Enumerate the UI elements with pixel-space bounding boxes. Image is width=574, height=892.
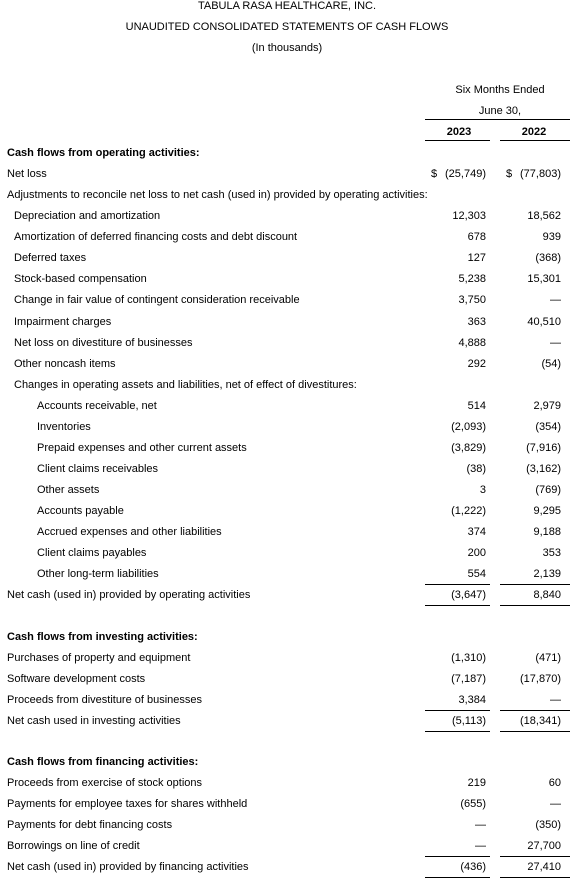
value-2022: — [550, 798, 561, 811]
table-row [0, 568, 574, 589]
table-row [0, 819, 574, 840]
period-header-rule [425, 119, 570, 120]
row-label: Impairment charges [14, 315, 112, 328]
table-row [0, 442, 574, 463]
subtotal-rule [425, 605, 490, 606]
table-row [0, 189, 574, 210]
value-2022: (3,162) [526, 463, 561, 476]
row-label: Net loss [7, 168, 47, 181]
row-label: Client claims payables [37, 547, 147, 560]
row-label: Accrued expenses and other liabilities [37, 526, 222, 539]
row-label: Net cash (used in) provided by financing activities [7, 861, 249, 874]
table-row [0, 168, 574, 189]
table-row [0, 421, 574, 442]
row-label: Purchases of property and equipment [7, 651, 191, 664]
value-2022: 8,840 [533, 589, 561, 602]
value-2023: 292 [467, 357, 486, 370]
table-row [0, 337, 574, 358]
row-label: Other assets [37, 484, 100, 497]
value-2023: 3 [479, 484, 486, 497]
value-2023: 514 [467, 399, 486, 412]
row-label: Net cash used in investing activities [7, 714, 181, 727]
table-row [0, 273, 574, 294]
row-label: Prepaid expenses and other current assets [37, 441, 247, 454]
total-row [0, 589, 574, 610]
table-row [0, 400, 574, 421]
subtotal-rule [425, 584, 490, 585]
row-label: Other noncash items [14, 357, 116, 370]
value-2023: (3,647) [451, 589, 486, 602]
row-label: Accounts receivable, net [37, 399, 157, 412]
value-2022: — [550, 336, 561, 349]
value-2023: 374 [467, 526, 486, 539]
value-2022: 60 [548, 776, 561, 789]
value-2022: 27,700 [527, 840, 561, 853]
table-row [0, 379, 574, 400]
value-2022: 15,301 [527, 273, 561, 286]
section-heading-row [0, 147, 574, 168]
value-2022: — [550, 294, 561, 307]
row-label: Adjustments to reconcile net loss to net cash (used in) provided by operating activities: [7, 189, 428, 202]
value-2022: — [550, 693, 561, 706]
row-label: Amortization of deferred financing costs and debt discount [14, 231, 298, 244]
value-2023: 3,384 [458, 693, 486, 706]
period-header-line1: Six Months Ended [455, 84, 545, 96]
year-2023-header: 2023 [446, 126, 472, 138]
value-2023: (38) [466, 463, 486, 476]
value-2022: (18,341) [520, 714, 561, 727]
table-row [0, 252, 574, 273]
value-2022: (17,870) [520, 672, 561, 685]
value-2023: (5,113) [451, 714, 486, 727]
row-label: Other long-term liabilities [37, 568, 159, 581]
value-2022: (368) [535, 252, 561, 265]
value-2022: 2,979 [533, 399, 561, 412]
currency-symbol: $ [506, 168, 513, 181]
year-2023-rule [425, 140, 490, 141]
row-label: Proceeds from divestiture of businesses [7, 693, 203, 706]
row-label: Change in fair value of contingent consideration receivable [14, 294, 300, 307]
table-row [0, 294, 574, 315]
table-row [0, 526, 574, 547]
units-note: (In thousands) [251, 42, 323, 54]
table-row [0, 694, 574, 715]
total-row [0, 861, 574, 882]
value-2023: (1,222) [451, 505, 486, 518]
row-label: Inventories [37, 420, 91, 433]
section-heading-row [0, 631, 574, 652]
table-row [0, 484, 574, 505]
subtotal-rule [500, 584, 570, 585]
table-row [0, 463, 574, 484]
table-row [0, 210, 574, 231]
value-2022: 2,139 [533, 568, 561, 581]
subtotal-rule [500, 731, 570, 732]
value-2022: 40,510 [527, 315, 561, 328]
value-2023: 554 [467, 568, 486, 581]
value-2022: (54) [541, 357, 561, 370]
subtotal-rule [500, 856, 570, 857]
value-2023: (436) [460, 861, 486, 874]
table-row [0, 316, 574, 337]
row-label: Cash flows from investing activities: [7, 630, 198, 643]
subtotal-rule [500, 710, 570, 711]
value-2022: (354) [535, 420, 561, 433]
value-2023: 219 [467, 776, 486, 789]
value-2023: (25,749) [445, 168, 486, 181]
row-label: Net cash (used in) provided by operating activities [7, 589, 251, 602]
value-2023: 12,303 [452, 210, 486, 223]
value-2022: (77,803) [520, 168, 561, 181]
row-label: Changes in operating assets and liabilities, net of effect of divestitures: [14, 378, 357, 391]
value-2023: 4,888 [458, 336, 486, 349]
value-2022: (7,916) [526, 441, 561, 454]
value-2022: 9,295 [533, 505, 561, 518]
period-header-line2: June 30, [478, 105, 522, 117]
value-2023: 5,238 [458, 273, 486, 286]
value-2022: (471) [535, 651, 561, 664]
table-row [0, 652, 574, 673]
statement-title: UNAUDITED CONSOLIDATED STATEMENTS OF CASH FLOWS [125, 21, 449, 33]
value-2022: 9,188 [533, 526, 561, 539]
value-2023: (2,093) [451, 420, 486, 433]
value-2022: 353 [542, 547, 561, 560]
value-2022: 27,410 [527, 861, 561, 874]
subtotal-rule [500, 877, 570, 878]
value-2023: 3,750 [458, 294, 486, 307]
table-row [0, 547, 574, 568]
year-2022-rule [500, 140, 570, 141]
company-name: TABULA RASA HEALTHCARE, INC. [197, 0, 377, 12]
row-label: Client claims receivables [37, 463, 159, 476]
value-2023: (3,829) [451, 441, 486, 454]
row-label: Cash flows from operating activities: [7, 147, 200, 159]
subtotal-rule [425, 731, 490, 732]
row-label: Depreciation and amortization [14, 210, 161, 223]
table-row [0, 777, 574, 798]
value-2023: (7,187) [451, 672, 486, 685]
value-2022: (350) [535, 819, 561, 832]
value-2023: 200 [467, 547, 486, 560]
row-label: Accounts payable [37, 505, 124, 518]
row-label: Deferred taxes [14, 252, 87, 265]
subtotal-rule [425, 710, 490, 711]
row-label: Payments for debt financing costs [7, 819, 173, 832]
row-label: Payments for employee taxes for shares withheld [7, 798, 248, 811]
row-label: Proceeds from exercise of stock options [7, 776, 203, 789]
row-label: Stock-based compensation [14, 273, 147, 286]
table-row [0, 840, 574, 861]
value-2023: — [475, 840, 486, 853]
table-row [0, 358, 574, 379]
year-2022-header: 2022 [521, 126, 547, 138]
value-2023: 363 [467, 315, 486, 328]
subtotal-rule [425, 856, 490, 857]
value-2023: 127 [467, 252, 486, 265]
value-2023: (655) [460, 798, 486, 811]
row-label: Net loss on divestiture of businesses [14, 336, 193, 349]
value-2022: 18,562 [527, 210, 561, 223]
total-row [0, 715, 574, 736]
section-heading-row [0, 756, 574, 777]
currency-symbol: $ [431, 168, 438, 181]
value-2023: 678 [467, 231, 486, 244]
row-label: Borrowings on line of credit [7, 840, 140, 853]
value-2022: (769) [535, 484, 561, 497]
table-row [0, 798, 574, 819]
value-2022: 939 [542, 231, 561, 244]
table-row [0, 673, 574, 694]
value-2023: (1,310) [451, 651, 486, 664]
row-label: Software development costs [7, 672, 146, 685]
table-row [0, 505, 574, 526]
subtotal-rule [500, 605, 570, 606]
value-2023: — [475, 819, 486, 832]
row-label: Cash flows from financing activities: [7, 755, 199, 768]
table-row [0, 231, 574, 252]
subtotal-rule [425, 877, 490, 878]
